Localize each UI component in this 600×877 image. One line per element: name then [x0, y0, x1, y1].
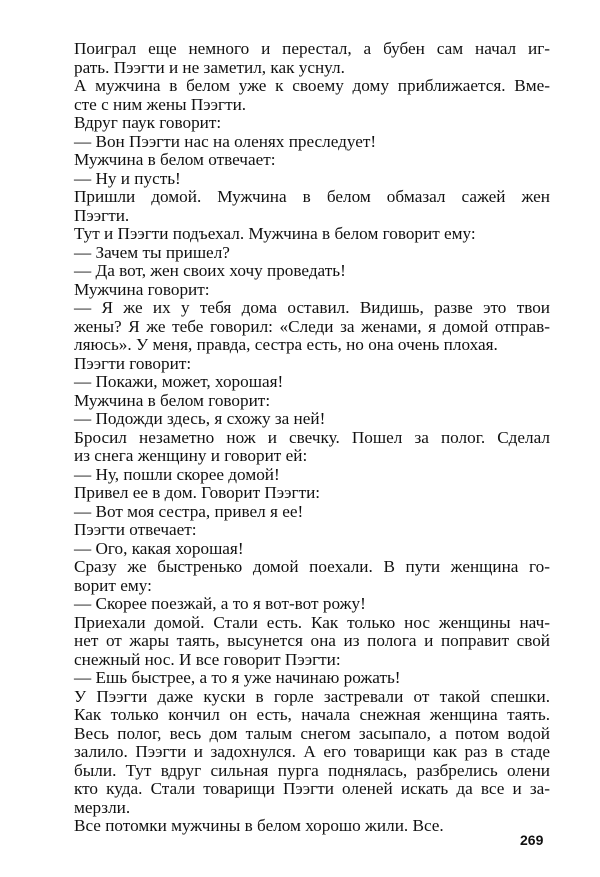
text-line: Как только кончил он есть, начала снежная женщина таять.: [74, 705, 550, 724]
text-line: — Да вот, жен своих хочу проведать!: [74, 261, 346, 280]
text-line: — Я же их у тебя дома оставил. Видишь, разве это твои: [74, 298, 550, 317]
text-line: Пришли домой. Мужчина в белом обмазал сажей жен: [74, 187, 550, 206]
text-line: Пээгти говорит:: [74, 353, 192, 373]
text-line: — Вот моя сестра, привел я ее!: [74, 501, 304, 521]
text-line: Бросил незаметно нож и свечку. Пошел за полог. Сделал: [74, 427, 550, 447]
text-line: — Вон Пээгти нас на оленях преследует!: [74, 131, 377, 151]
text-line: Все потомки мужчины в белом хорошо жили. Все.: [74, 816, 444, 835]
text-line: кто куда. Стали товарищи Пээгти оленей искать да все и за-: [74, 779, 550, 798]
text-line: Тут и Пээгти подъехал. Мужчина в белом говорит ему:: [74, 224, 476, 243]
text-line: — Ну, пошли скорее домой!: [74, 464, 280, 484]
text-line: Привел ее в дом. Говорит Пээгти:: [74, 483, 321, 502]
text-line: Вдруг паук говорит:: [74, 113, 222, 132]
text-line: жены? Я же тебе говорил: «Следи за женами, я домой отправ-: [74, 316, 550, 336]
text-line: А мужчина в белом уже к своему дому приближается. Вме-: [74, 76, 550, 95]
text-line: ворит ему:: [74, 575, 152, 595]
text-line: залило. Пээгти и задохнулся. А его товарищи как раз в стаде: [74, 742, 550, 761]
text-line: сте с ним жены Пээгти.: [74, 94, 247, 114]
text-line: мерзли.: [74, 797, 131, 817]
page-number: 269: [520, 832, 544, 848]
text-line: — Ого, какая хорошая!: [74, 538, 244, 558]
text-line: Поиграл еще немного и перестал, а бубен сам начал иг-: [74, 39, 550, 58]
text-line: Пээгти.: [74, 205, 130, 225]
text-line: Мужчина в белом говорит:: [74, 390, 271, 410]
text-line: — Скорее поезжай, а то я вот-вот рожу!: [74, 594, 366, 613]
text-line: снежный нос. И все говорит Пээгти:: [74, 649, 341, 669]
text-line: — Подожди здесь, я схожу за ней!: [74, 409, 326, 428]
text-line: — Покажи, может, хорошая!: [74, 372, 284, 391]
text-line: У Пээгти даже куски в горле застревали от такой спешки.: [74, 686, 550, 706]
text-line: — Зачем ты пришел?: [74, 242, 230, 262]
text-line: — Ешь быстрее, а то я уже начинаю рожать!: [74, 668, 401, 687]
page-text: [74, 40, 550, 836]
text-line: — Ну и пусть!: [74, 168, 181, 188]
text-line: из снега женщину и говорит ей:: [74, 446, 308, 465]
text-line: Мужчина в белом отвечает:: [74, 150, 276, 169]
text-line: были. Тут вдруг сильная пурга поднялась, разбрелись олени: [74, 760, 550, 780]
text-line: рать. Пээгти и не заметил, как уснул.: [74, 57, 345, 77]
text-line: нет от жары таять, высунется она из полога и поправит свой: [74, 631, 550, 650]
text-line: ляюсь». У меня, правда, сестра есть, но она очень плохая.: [74, 335, 498, 354]
text-line: Весь полог, весь дом талым снегом засыпало, а потом водой: [74, 723, 550, 743]
text-line: Мужчина говорит:: [74, 279, 210, 299]
text-line: Сразу же быстренько домой поехали. В пути женщина го-: [74, 557, 550, 576]
text-line: Приехали домой. Стали есть. Как только нос женщины нач-: [74, 612, 550, 632]
text-line: Пээгти отвечает:: [74, 520, 197, 539]
